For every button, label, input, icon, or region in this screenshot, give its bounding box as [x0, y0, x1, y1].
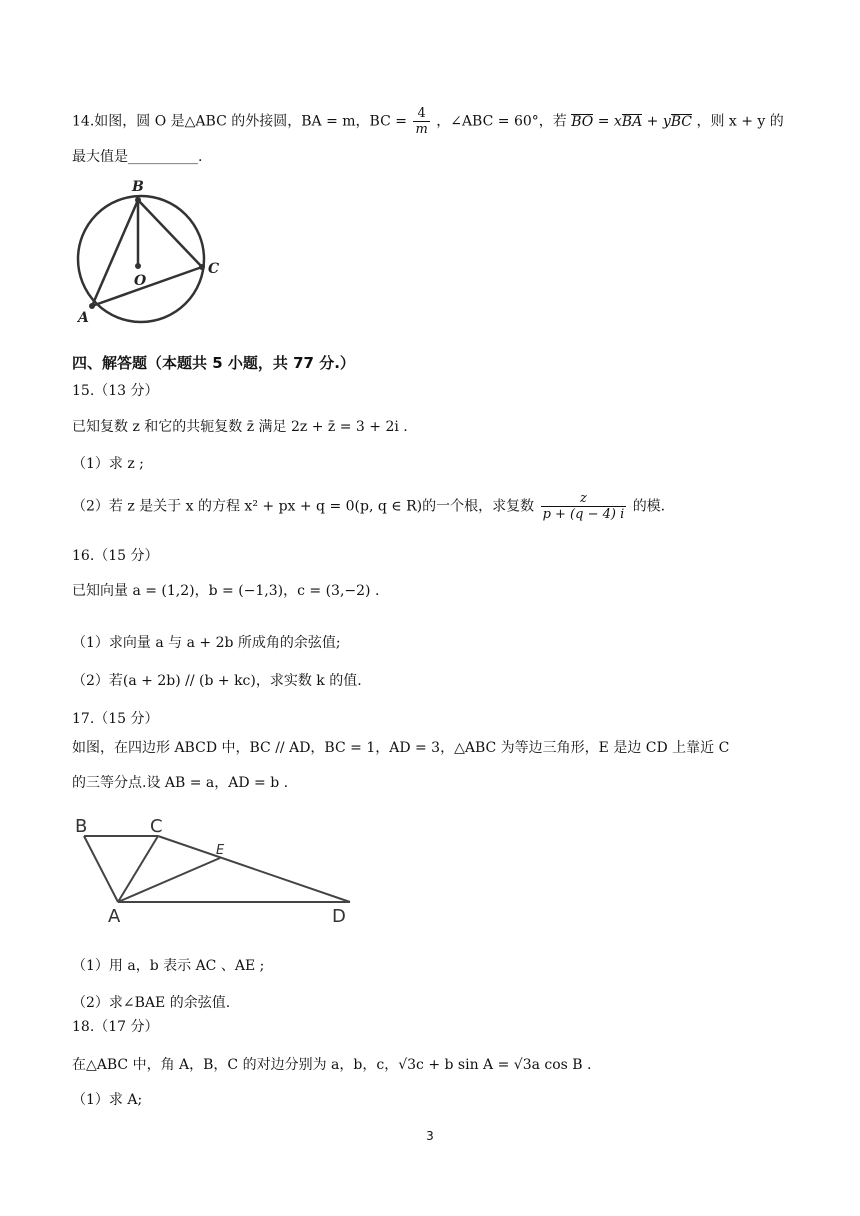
q15-part2-text-a: （2）若 z 是关于 x 的方程 x² + px + q = 0(p, q ∈ R)的一个根，求复数 [72, 498, 535, 515]
q15-frac-num: z [541, 491, 627, 507]
label-e: E [216, 843, 225, 858]
q15-stem: 已知复数 z 和它的共轭复数 z̄ 满足 2z + z̄ = 3 + 2i . [72, 419, 408, 435]
q14-frac-num: 4 [413, 106, 429, 122]
segment-ae [118, 858, 220, 902]
point-c [199, 264, 205, 270]
label-b: B [75, 816, 88, 837]
q16-part2: （2）若(a + 2b) // (b + kc)，求实数 k 的值. [72, 673, 362, 689]
q18-stem: 在△ABC 中，角 A，B，C 的对边分别为 a，b，c，√3c + b sin A = √3a cos B . [72, 1057, 592, 1073]
segment-ac [92, 267, 202, 306]
q14-line1 [72, 106, 784, 137]
point-a [89, 303, 95, 309]
q14-text-a: 14.如图，圆 O 是△ABC 的外接圆，BA = m，BC = [72, 113, 407, 130]
q18-head: 18.（17 分） [72, 1019, 159, 1035]
q14-eq1: = x [593, 113, 622, 130]
q14-text-b: ，∠ABC = 60°，若 [436, 113, 567, 130]
q14-frac-den: m [415, 122, 428, 137]
q17-quadrilateral-figure [70, 810, 370, 930]
q16-stem: 已知向量 a = (1,2)，b = (−1,3)，c = (3,−2) . [72, 583, 380, 599]
label-a: A [108, 906, 121, 927]
q16-head: 16.（15 分） [72, 548, 159, 564]
segment-ab [84, 836, 118, 902]
q14-fraction [413, 106, 429, 137]
label-a: A [78, 310, 89, 326]
label-c: C [150, 816, 163, 837]
q14-vector-ba: BA [621, 113, 643, 130]
q14-line2: 最大值是__________. [72, 149, 203, 165]
label-d: D [332, 906, 346, 927]
q18-part1: （1）求 A; [72, 1092, 143, 1108]
q17-part2: （2）求∠BAE 的余弦值. [72, 995, 231, 1011]
segment-ac [118, 836, 158, 902]
q17-head: 17.（15 分） [72, 711, 159, 727]
q14-plus-y: + y [642, 113, 671, 130]
q14-vector-bo: BO [571, 113, 594, 130]
q15-head: 15.（13 分） [72, 383, 159, 399]
q17-part1: （1）用 a，b 表示 AC 、AE ; [72, 958, 265, 974]
page-number: 3 [426, 1129, 434, 1143]
point-o [135, 263, 141, 269]
q14-circle-figure [66, 176, 226, 336]
q14-vector-bc: BC [670, 113, 692, 130]
q14-text-c: ，则 x + y 的 [696, 113, 784, 130]
label-b: B [132, 179, 144, 195]
q16-part1: （1）求向量 a 与 a + 2b 所成角的余弦值; [72, 635, 341, 651]
q15-part1: （1）求 z ; [72, 456, 144, 472]
q17-stem-line1: 如图，在四边形 ABCD 中，BC // AD，BC = 1，AD = 3，△ABC 为等边三角形，E 是边 CD 上靠近 C [72, 740, 730, 756]
q15-frac-den: p + (q − 4) i [542, 507, 625, 522]
q15-part2 [72, 491, 665, 522]
segment-cd [158, 836, 350, 902]
section-title: 四、解答题（本题共 5 小题，共 77 分.） [72, 354, 355, 372]
q15-part2-text-b: 的模. [632, 498, 666, 515]
point-b [135, 197, 141, 203]
q17-stem-line2: 的三等分点.设 AB = a，AD = b . [72, 775, 289, 791]
segment-bc [138, 200, 202, 267]
label-c: C [208, 261, 220, 277]
label-o: O [134, 273, 147, 289]
q15-fraction [541, 491, 627, 522]
segment-ba [92, 200, 138, 306]
